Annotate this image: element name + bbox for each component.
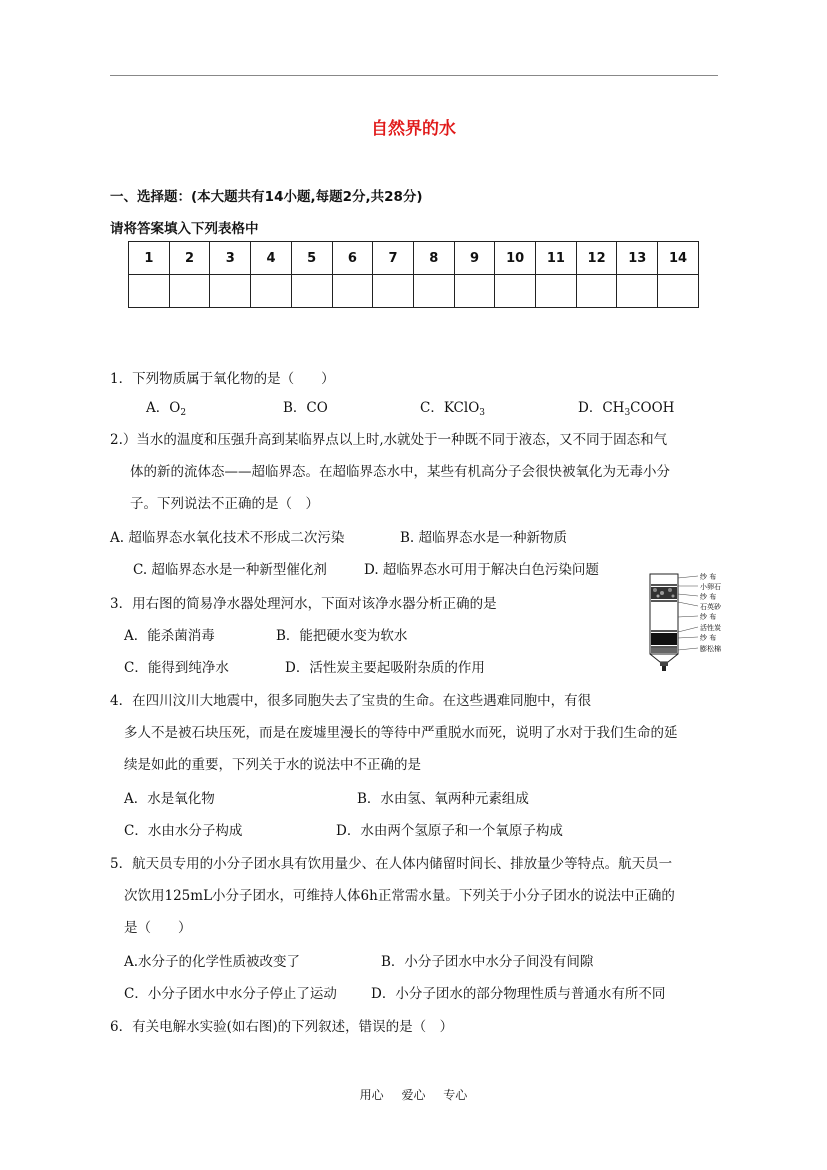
answer-blank-cell[interactable] <box>251 275 292 308</box>
q5-option-a: A.水分子的化学性质被改变了 <box>124 954 301 970</box>
q1-d-text: D．CH <box>578 400 625 416</box>
page-title: 自然界的水 <box>371 119 456 139</box>
answer-blank-cell[interactable] <box>373 275 414 308</box>
answer-header-cell: 12 <box>576 242 617 275</box>
q5-line-1: 5．航天员专用的小分子团水具有饮用量少、在人体内储留时间长、排放量少等特点。航天员一 <box>110 856 673 872</box>
q3-stem: 3．用右图的简易净水器处理河水，下面对该净水器分析正确的是 <box>110 596 497 612</box>
figure-label-gauze-3: 纱 布 <box>700 613 717 621</box>
figure-label-gauze-2: 纱 布 <box>700 593 717 601</box>
answer-header-cell: 14 <box>658 242 699 275</box>
answer-header-cell: 10 <box>495 242 536 275</box>
q2-line-2: 体的新的流体态——超临界态。在超临界态水中，某些有机高分子会很快被氧化为无毒小分 <box>130 464 670 480</box>
figure-label-pebbles: 小卵石 <box>700 583 721 591</box>
answer-header-cell: 13 <box>617 242 658 275</box>
answer-blank-cell[interactable] <box>332 275 373 308</box>
answer-header-cell: 9 <box>454 242 495 275</box>
q3-option-c: C．能得到纯净水 <box>124 660 229 676</box>
answer-table-header-row <box>129 242 699 275</box>
answer-header-cell: 2 <box>169 242 210 275</box>
figure-label-cotton: 膨松棉 <box>700 645 721 653</box>
answer-header-cell: 4 <box>251 242 292 275</box>
answer-table <box>128 241 699 308</box>
q1-a-text: A．O <box>146 400 181 416</box>
answer-blank-cell[interactable] <box>129 275 170 308</box>
q2-option-a: A. 超临界态水氧化技术不形成二次污染 <box>110 530 345 546</box>
water-purifier-figure <box>640 572 730 672</box>
q1-c-sub: 3 <box>479 408 486 418</box>
q3-option-d: D．活性炭主要起吸附杂质的作用 <box>285 660 485 676</box>
q1-c-text: C．KClO <box>420 400 480 416</box>
q2-line-3: 子。下列说法不正确的是（ ） <box>130 496 319 512</box>
q5-line-3: 是（ ） <box>124 920 192 936</box>
q5-option-c: C．小分子团水中水分子停止了运动 <box>124 986 337 1002</box>
answer-blank-cell[interactable] <box>413 275 454 308</box>
q3-option-b: B．能把硬水变为软水 <box>276 628 408 644</box>
q1-d-sub: 3 <box>624 408 631 418</box>
q1-option-b: B．CO <box>283 400 328 416</box>
q5-option-d: D．小分子团水的部分物理性质与普通水有所不同 <box>371 986 666 1002</box>
header-rule <box>110 75 718 76</box>
page-footer: 用心 爱心 专心 <box>359 1088 468 1102</box>
q2-option-c: C. 超临界态水是一种新型催化剂 <box>133 562 327 578</box>
q1-a-sub: 2 <box>180 408 187 418</box>
figure-label-gauze-4: 纱 布 <box>700 634 717 642</box>
q4-option-a: A．水是氧化物 <box>124 791 215 807</box>
figure-label-activated-carbon: 活性炭 <box>700 624 721 632</box>
answer-blank-cell[interactable] <box>291 275 332 308</box>
q1-option-a <box>146 396 186 418</box>
q1-option-c <box>420 396 485 418</box>
answer-blank-cell[interactable] <box>536 275 577 308</box>
answer-blank-cell[interactable] <box>658 275 699 308</box>
answer-blank-cell[interactable] <box>576 275 617 308</box>
answer-blank-cell[interactable] <box>617 275 658 308</box>
figure-label-quartz-sand: 石英砂 <box>700 603 721 611</box>
answer-blank-cell[interactable] <box>210 275 251 308</box>
q2-option-b: B. 超临界态水是一种新物质 <box>400 530 568 546</box>
q4-line-1: 4．在四川汶川大地震中，很多同胞失去了宝贵的生命。在这些遇难同胞中，有很 <box>110 693 592 709</box>
q4-option-b: B．水由氢、氧两种元素组成 <box>357 791 529 807</box>
answer-header-cell: 8 <box>413 242 454 275</box>
answer-blank-cell[interactable] <box>495 275 536 308</box>
answer-header-cell: 5 <box>291 242 332 275</box>
table-instruction: 请将答案填入下列表格中 <box>110 221 259 237</box>
q5-option-b: B．小分子团水中水分子间没有间隙 <box>381 954 594 970</box>
q2-line-1: 2.）当水的温度和压强升高到某临界点以上时,水就处于一种既不同于液态，又不同于固态和气 <box>110 432 668 448</box>
q6-stem: 6．有关电解水实验(如右图)的下列叙述，错误的是（ ） <box>110 1019 454 1035</box>
answer-header-cell: 6 <box>332 242 373 275</box>
answer-header-cell: 7 <box>373 242 414 275</box>
answer-header-cell: 3 <box>210 242 251 275</box>
answer-header-cell: 11 <box>536 242 577 275</box>
answer-blank-cell[interactable] <box>454 275 495 308</box>
answer-table-blank-row <box>129 275 699 308</box>
q4-line-3: 续是如此的重要，下列关于水的说法中不正确的是 <box>124 757 421 773</box>
q4-option-d: D．水由两个氢原子和一个氧原子构成 <box>336 823 563 839</box>
q3-option-a: A．能杀菌消毒 <box>124 628 215 644</box>
q4-line-2: 多人不是被石块压死，而是在废墟里漫长的等待中严重脱水而死，说明了水对于我们生命的延 <box>124 725 678 741</box>
q2-option-d: D. 超临界态水可用于解决白色污染问题 <box>364 562 599 578</box>
answer-blank-cell[interactable] <box>169 275 210 308</box>
q1-d-text-post: COOH <box>630 400 675 416</box>
figure-label-gauze-1: 纱 布 <box>700 573 717 581</box>
answer-header-cell: 1 <box>129 242 170 275</box>
section-heading: 一、选择题：(本大题共有14小题,每题2分,共28分) <box>110 189 423 205</box>
q5-line-2: 次饮用125mL小分子团水，可维持人体6h正常需水量。下列关于小分子团水的说法中正确的 <box>124 888 675 904</box>
q1-stem: 1．下列物质属于氧化物的是（ ） <box>110 371 335 387</box>
q4-option-c: C．水由水分子构成 <box>124 823 243 839</box>
q1-option-d <box>578 396 674 418</box>
